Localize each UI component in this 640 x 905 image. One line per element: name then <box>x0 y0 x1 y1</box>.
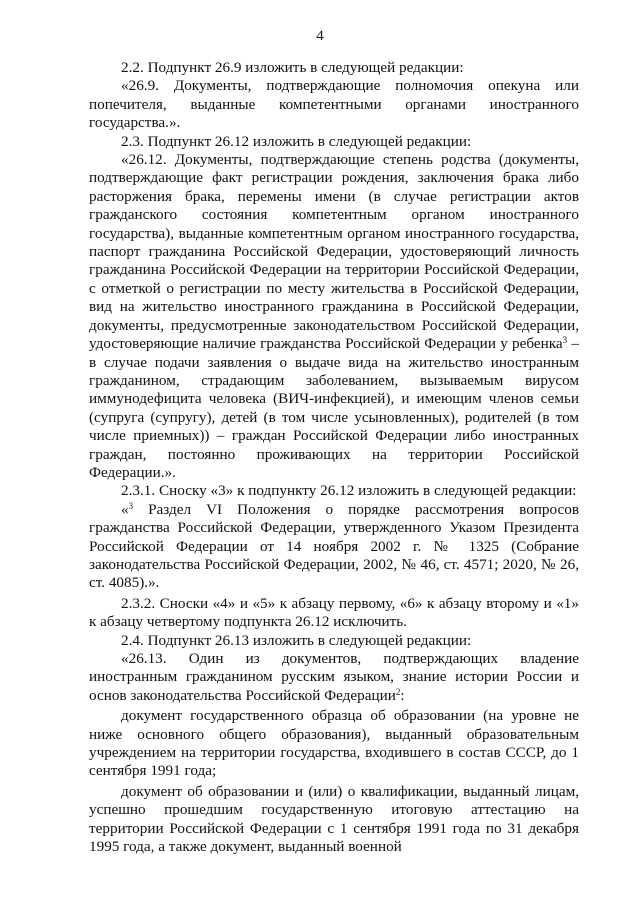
paragraph-26-13: «26.13. Один из документов, подтверждающих владение иностранным гражданином русским языком, знание истории России и основ законодательства Российской Федерации$^2$: <box>89 650 579 704</box>
paragraph-2-3-1: 2.3.1. Сноску «3» к подпункту 26.12 изложить в следующей редакции: <box>121 482 577 500</box>
paragraph-26-12: «26.12. Документы, подтверждающие степень родства (документы, подтверждающие факт регистрации рождения, заключения брака либо расторжения брака, перемены имени (в случае регистрации актов гражданского состояния компетентным органом иностранного государства), выданные компетентным органом иностранного государства, паспорт гражданина Российской Федерации, удостоверяющий личность гражданина Российской Федерации на территории Российской Федерации, с отметкой о регистрации по месту жительства в Российской Федерации, вид на жительство иностранного гражданина в Российской Федерации, документы, предусмотренные законодательством Российской Федерации, удостоверяющие наличие гражданства Российской Федерации у ребенка$^3$ – в случае подачи заявления о выдаче вида на жительство иностранным гражданином, страдающим заболеванием, вызываемым вирусом иммунодефицита человека (ВИЧ-инфекцией), и имеющим членов семьи (супруга (супругу), детей (в том числе усыновленных), родителей (в том числе приемных)) – граждан Российской Федерации либо иностранных граждан, постоянно проживающих на территории Российской Федерации.». <box>89 151 579 481</box>
paragraph-26-9: «26.9. Документы, подтверждающие полномочия опекуна или попечителя, выданные компетентными органами иностранного государства.». <box>89 77 579 132</box>
paragraph-education-document: документ об образовании и (или) о квалификации, выданный лицам, успешно прошедшим государственную итоговую аттестацию на территории Российской Федерации с 1 сентября 1991 года по 31 декабря 1995 года, а также документ, выданный военной <box>89 782 579 856</box>
footnote-3-text: «$^3$ Раздел VI Положения о порядке рассмотрения вопросов гражданства Российской Федерации, утвержденного Указом Президента Российской Федерации от 14 ноября 2002 г. № 1325 (Собрание законодательства Российской Федерации, 2002, № 46, ст. 4571; 2020, № 26, ст. 4085).». <box>89 500 579 592</box>
footnote-ref: 3 <box>128 500 134 511</box>
page-number: 4 <box>316 28 324 44</box>
paragraph-state-document: документ государственного образца об образовании (на уровне не ниже основного общего образования), выданный образовательным учреждением на территории государства, входившего в состав СССР, до 1 сентября 1991 года; <box>89 707 579 780</box>
footnote-ref: 3 <box>562 335 568 346</box>
paragraph-2-3-2: 2.3.2. Сноски «4» и «5» к абзацу первому, «6» к абзацу второму и «1» к абзацу четвертому подпункта 26.12 исключить. <box>89 594 579 631</box>
paragraph-2-4: 2.4. Подпункт 26.13 изложить в следующей редакции: <box>121 631 472 649</box>
paragraph-2-3: 2.3. Подпункт 26.12 изложить в следующей редакции: <box>121 132 472 150</box>
footnote-ref: 2 <box>395 686 401 697</box>
document-body <box>89 59 579 856</box>
paragraph-2-2: 2.2. Подпункт 26.9 изложить в следующей редакции: <box>121 59 464 76</box>
